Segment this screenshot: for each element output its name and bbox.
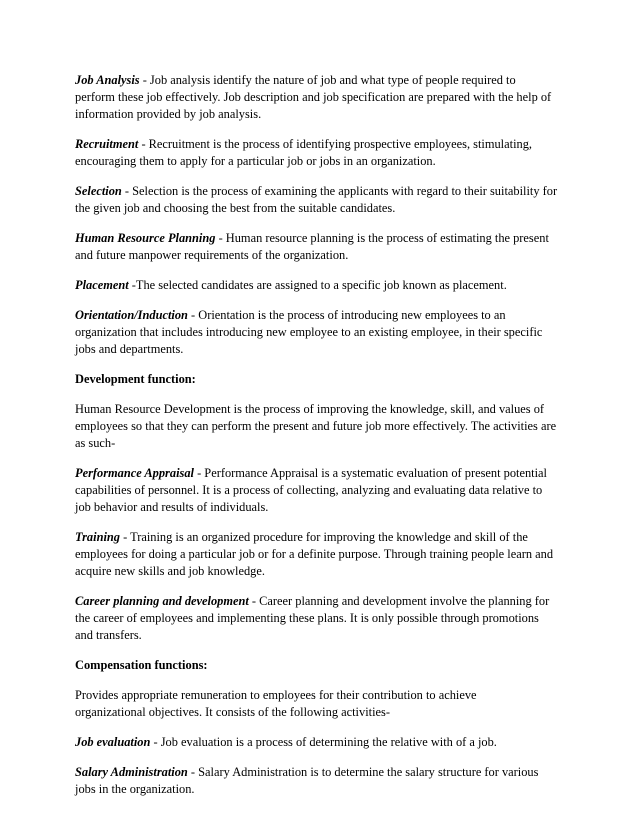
job-analysis-paragraph: Job Analysis - Job analysis identify the nature of job and what type of people required to perform these job effectively. Job description and job specification are prepared with the help of information provided by job analysis. [75,73,552,121]
salary-term: Salary Administration [75,765,188,779]
selection-term: Selection [75,184,122,198]
placement-term: Placement [75,278,129,292]
hrd-paragraph: Human Resource Development is the process of improving the knowledge, skill, and values of employees so that they can perform the present and future job more effectively. The activities are as such- [75,402,557,450]
hrp-term: Human Resource Planning [75,231,216,245]
orientation-term: Orientation/Induction [75,308,188,322]
compensation-heading: Compensation functions: [75,658,208,672]
development-heading: Development function: [75,372,196,386]
career-paragraph: Career planning and development - Career planning and development involve the planning for the career of employees and implementing these plans. It is only possible through promotions and transfers. [75,594,550,642]
recruitment-term: Recruitment [75,137,139,151]
orientation-paragraph: Orientation/Induction - Orientation is the process of introducing new employees to an organization that includes introducing new employee to an existing employee, in their specific jobs and departments. [75,308,543,356]
job-evaluation-term: Job evaluation [75,735,151,749]
job-analysis-term: Job Analysis [75,73,140,87]
recruitment-paragraph: Recruitment - Recruitment is the process of identifying prospective employees, stimulating, encouraging them to apply for a particular job or jobs in an organization. [75,137,533,168]
selection-paragraph: Selection - Selection is the process of examining the applicants with regard to their suitability for the given job and choosing the best from the suitable candidates. [75,184,558,215]
hrp-paragraph: Human Resource Planning - Human resource planning is the process of estimating the present and future manpower requirements of the organization. [75,231,549,262]
job-evaluation-paragraph: Job evaluation - Job evaluation is a process of determining the relative with of a job. [75,735,497,749]
training-paragraph: Training - Training is an organized procedure for improving the knowledge and skill of the employees for doing a particular job or for a definite purpose. Through training people learn and acquire new skills and job knowledge. [75,530,554,578]
performance-paragraph: Performance Appraisal - Performance Appraisal is a systematic evaluation of present potential capabilities of personnel. It is a process of collecting, analyzing and evaluating data relative to job behavior and results of individuals. [75,466,548,514]
compensation-paragraph: Provides appropriate remuneration to employees for their contribution to achieve organizational objectives. It consists of the following activities- [75,688,477,719]
placement-paragraph: Placement -The selected candidates are assigned to a specific job known as placement. [75,278,507,292]
training-term: Training [75,530,120,544]
salary-paragraph: Salary Administration - Salary Administration is to determine the salary structure for various jobs in the organization. [75,765,539,796]
performance-term: Performance Appraisal [75,466,194,480]
career-term: Career planning and development [75,594,249,608]
document-page [75,72,565,811]
